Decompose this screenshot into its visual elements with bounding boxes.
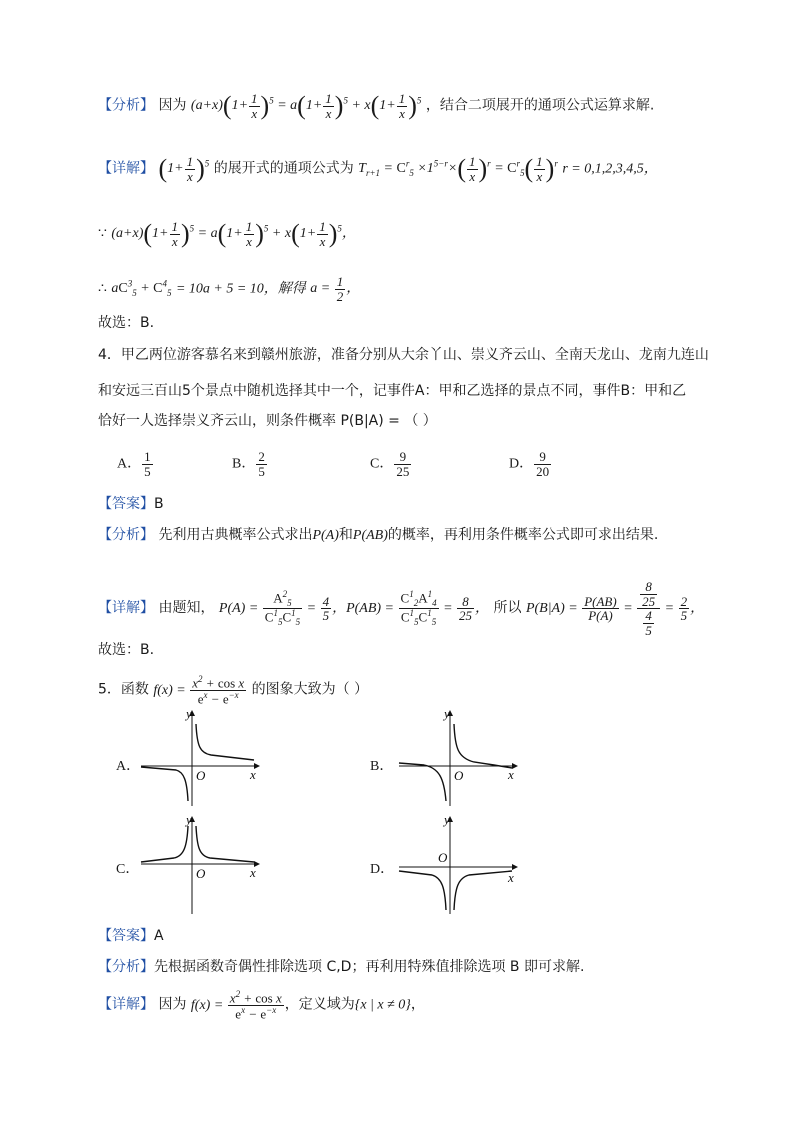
curve-left	[141, 826, 188, 862]
detail-tag: 【详解】	[98, 996, 154, 1013]
therefore-symbol: ∴	[98, 281, 107, 297]
q4-detail-line	[98, 580, 704, 638]
x-label: x	[508, 870, 514, 885]
q4-analysis-c: 的概率，再利用条件概率公式即可求出结果.	[387, 527, 659, 543]
option-num: 9	[534, 450, 551, 465]
q5-detail-mid: ，定义域为	[284, 996, 355, 1013]
y-label: y	[186, 706, 192, 721]
q3-result-a: a = $\frac{1}{2}$ ，	[310, 274, 361, 304]
q5-graph-a	[136, 706, 266, 806]
q4-option-a	[117, 450, 154, 478]
q5-detail-end: ，	[410, 996, 425, 1013]
origin-label: O	[196, 768, 206, 783]
y-label: y	[444, 706, 450, 721]
curve-left	[399, 763, 446, 801]
q4-stem-line3: 恰好一人选择崇义齐云山，则条件概率 P(B|A) = （ ）	[98, 413, 437, 429]
q3-result-mid: = 10a + 5 = 10，解得	[175, 281, 306, 297]
origin-label: O	[438, 850, 448, 865]
q5-detail-pre: 因为	[158, 996, 187, 1013]
q3-analysis-post: ，结合二项展开的通项公式运算求解.	[425, 97, 655, 114]
option-den: 20	[536, 463, 550, 479]
q3-analysis-line	[98, 92, 654, 120]
q5-option-b-label: B．	[370, 759, 394, 774]
q4-analysis-b: 和	[338, 527, 353, 543]
q5-function: f(x) = $\frac{x^2 + \cos x}{e^x - e^{-x}}$	[153, 674, 245, 707]
q3-detail-line	[98, 155, 658, 183]
option-label: A．	[117, 456, 142, 472]
option-den: 5	[144, 463, 151, 479]
option-num: 1	[144, 449, 151, 464]
analysis-tag: 【分析】	[98, 97, 154, 114]
y-label: y	[186, 812, 192, 827]
q4-analysis-line	[98, 528, 658, 543]
option-num: 2	[258, 449, 265, 464]
q3-result-line	[98, 275, 360, 303]
q4-answer-line	[98, 497, 164, 511]
q5-answer: A	[154, 928, 164, 944]
q4-stem-line1: 4．甲乙两位游客慕名来到赣州旅游，准备分别从大余丫山、崇义齐云山、全南天龙山、龙南九连山	[98, 347, 709, 363]
q4-detail-formula: P(A) = $\frac{A^2_5}{C^1_5C^1_5}$ = $\frac{4}{5}$ ，P(AB) = $\frac{C^1_2A^1_4}{C^1_5C^1_5}$ = $\frac{8}{25}$ ，	[218, 588, 490, 628]
q4-detail-b: 所以	[493, 600, 522, 616]
option-label: B．	[232, 456, 256, 472]
q5-option-c-label: C．	[116, 862, 140, 877]
q3-binomial: (1+ $\frac{1}{x}$ )$^5$	[158, 154, 210, 184]
x-label: x	[250, 767, 256, 782]
option-num: 9	[394, 450, 411, 465]
q4-stem-line2: 和安远三百山5个景点中随机选择其中一个，记事件A：甲和乙选择的景点不同，事件B：甲和乙	[98, 383, 687, 399]
curve-left	[141, 767, 188, 801]
curve-left	[399, 871, 446, 910]
q3-detail-text: 的展开式的通项公式为	[213, 160, 354, 177]
q4-option-c	[370, 450, 412, 478]
curve-right	[454, 724, 512, 768]
q3-equation-line	[98, 220, 356, 248]
q3-choose: 故选：B.	[98, 315, 155, 331]
q4-detail-a: 由题知，	[158, 600, 215, 616]
q5-stem-post: 的图象大致为（ ）	[251, 681, 369, 698]
q5-domain: {x | x ≠ 0}	[354, 997, 411, 1013]
y-label: y	[444, 812, 450, 827]
q5-stem-pre: 5．函数	[98, 681, 149, 698]
detail-tag: 【详解】	[98, 600, 154, 616]
q3-analysis-pre: 因为	[158, 97, 187, 114]
analysis-tag: 【分析】	[98, 959, 154, 975]
answer-tag: 【答案】	[98, 496, 154, 512]
x-label: x	[508, 767, 514, 782]
q4-analysis-a: 先利用古典概率公式求出	[158, 527, 313, 543]
curve-right	[454, 871, 512, 910]
q5-stem	[98, 675, 368, 706]
x-label: x	[250, 865, 256, 880]
origin-label: O	[454, 768, 464, 783]
answer-tag: 【答案】	[98, 928, 154, 944]
q4-option-b	[232, 450, 268, 478]
q5-graph-c	[136, 812, 266, 917]
q3-formula-main: (a+x)(1+ $\frac{1}{x}$ )$^5$ = a(1+ $\frac{1}{x}$ )$^5$ + x(1+ $\frac{1}{x}$ )$^5$	[190, 91, 422, 121]
q4-option-d	[509, 450, 552, 478]
q3-equation: (a+x)(1+ $\frac{1}{x}$ )$^5$ = a(1+ $\frac{1}{x}$ )$^5$ + x(1+ $\frac{1}{x}$ )$^5$，	[111, 219, 356, 249]
because-symbol: ∵	[98, 226, 107, 242]
q4-pab: P(AB)	[352, 528, 388, 543]
origin-label: O	[196, 866, 206, 881]
curve-right	[196, 826, 254, 862]
option-den: 5	[258, 463, 265, 479]
q4-answer: B	[154, 496, 164, 512]
q5-option-a-label: A．	[116, 759, 141, 774]
q5-option-d-label: D．	[370, 862, 395, 877]
q3-general-term: $T_{r+1} = C^r_5 \times 1^{5-r}\times$( $\frac{1}{x}$ )$^r = C^r_5$( $\frac{1}{x}$ )$^r$	[358, 154, 558, 184]
q5-graph-b	[394, 706, 524, 806]
option-den: 25	[396, 463, 410, 479]
q5-detail-line	[98, 990, 425, 1021]
q5-graph-d	[394, 812, 524, 917]
q5-analysis-line	[98, 960, 584, 974]
curve-right	[196, 724, 254, 760]
q4-choose: 故选：B.	[98, 642, 155, 658]
q5-answer-line	[98, 929, 164, 943]
q5-analysis: 先根据函数奇偶性排除选项 C,D；再利用特殊值排除选项 B 即可求解.	[154, 959, 585, 975]
option-label: C．	[370, 456, 394, 472]
analysis-tag: 【分析】	[98, 527, 154, 543]
option-label: D．	[509, 456, 534, 472]
q4-pa: P(A)	[312, 528, 339, 543]
q3-r-range: r = 0,1,2,3,4,5，	[562, 161, 658, 177]
q5-detail-function: f(x) = $\frac{x^2 + \cos x}{e^x - e^{-x}}$	[190, 989, 282, 1022]
q3-result-formula: $aC^3_5 + C^4_5$	[111, 278, 172, 299]
q4-conditional: P(B|A) = $\frac{P(AB)}{P(A)}$ = $\frac{\frac{8}{25}}{\frac{4}{5}}$ = $\frac{2}{5}$ ，	[525, 579, 705, 638]
detail-tag: 【详解】	[98, 160, 154, 177]
